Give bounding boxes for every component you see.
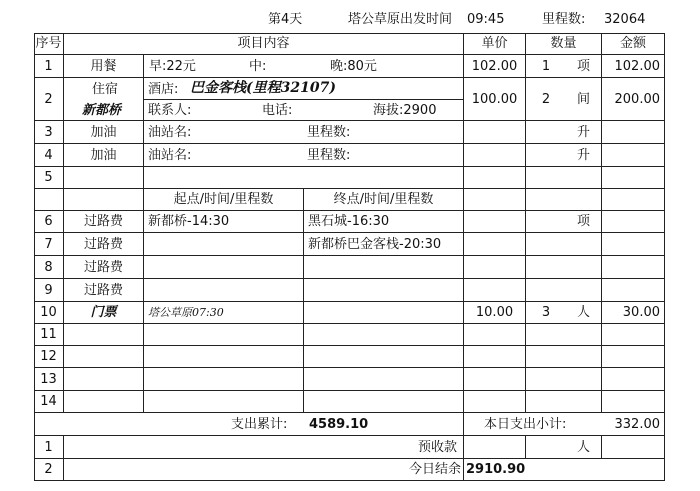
balance-label: 今日结余 (64, 459, 464, 481)
unit-cell (566, 368, 602, 391)
row-category (64, 189, 144, 211)
unit-price-cell (464, 233, 526, 256)
row-category: 过路费 (64, 233, 144, 256)
unit-cell: 项 (566, 211, 602, 233)
row-index: 5 (34, 167, 64, 189)
unit-price-cell (464, 189, 526, 211)
col-index: 序号 (34, 33, 64, 55)
quantity-cell (526, 233, 566, 256)
departure-time: 09:45 (467, 12, 505, 27)
prepaid-qty-cell (526, 436, 566, 459)
prepaid-price-cell (464, 436, 526, 459)
amount-cell (602, 144, 665, 167)
breakfast-text: 早:22元 (149, 59, 196, 74)
row-index: 12 (34, 346, 64, 368)
quantity-cell (526, 144, 566, 167)
unit-cell (566, 324, 602, 346)
quantity-cell: 3 (526, 302, 566, 324)
prepaid-amount-cell (602, 436, 665, 459)
phone-label: 电话: (262, 103, 293, 118)
row-index: 4 (34, 144, 64, 167)
unit-cell: 升 (566, 121, 602, 144)
route-end-cell (304, 279, 464, 302)
quantity-cell: 1 (526, 55, 566, 78)
amount-cell (602, 233, 665, 256)
unit-cell (566, 391, 602, 413)
row-index: 10 (34, 302, 64, 324)
row-category (64, 346, 144, 368)
row-index: 2 (34, 78, 64, 121)
route-end-cell: 黑石城-16:30 (304, 211, 464, 233)
fuel-detail-cell (144, 121, 464, 144)
row-category: 门票 (64, 302, 144, 324)
amount-cell (602, 346, 665, 368)
unit-price-cell (464, 391, 526, 413)
unit-cell (566, 279, 602, 302)
row-index: 3 (34, 121, 64, 144)
hotel-label: 酒店: (148, 82, 179, 97)
amount-cell (602, 167, 665, 189)
unit-price-cell (464, 256, 526, 279)
route-start-cell (144, 368, 304, 391)
row-index (34, 189, 64, 211)
unit-cell (566, 256, 602, 279)
quantity-cell (526, 121, 566, 144)
unit-price-cell (464, 144, 526, 167)
col-unit-price: 单价 (464, 33, 526, 55)
col-content: 项目内容 (64, 33, 464, 55)
day-label: 第4天 (268, 12, 303, 27)
amount-cell (602, 256, 665, 279)
amount-cell (602, 121, 665, 144)
balance-value: 2910.90 (464, 459, 665, 481)
row-index: 8 (34, 256, 64, 279)
amount-cell: 200.00 (602, 78, 665, 121)
unit-price-cell (464, 279, 526, 302)
unit-cell (566, 189, 602, 211)
quantity-cell (526, 189, 566, 211)
prepaid-unit-cell: 人 (566, 436, 602, 459)
route-end-cell (304, 324, 464, 346)
amount-cell (602, 368, 665, 391)
unit-cell (566, 167, 602, 189)
row-category: 加油 (64, 144, 144, 167)
route-start-cell: 塔公草原07:30 (144, 302, 304, 324)
lodging-category-text: 住宿 (92, 82, 119, 97)
departure-label: 塔公草原出发时间 (348, 12, 453, 27)
unit-price-cell (464, 121, 526, 144)
mileage-label: 里程数: (542, 12, 586, 27)
route-start-header: 起点/时间/里程数 (144, 189, 304, 211)
quantity-cell (526, 211, 566, 233)
fuel-mileage-label: 里程数: (307, 148, 351, 163)
quantity-cell (526, 391, 566, 413)
route-end-cell (304, 368, 464, 391)
daily-subtotal-label: 本日支出小计: (484, 417, 567, 432)
contact-label: 联系人: (148, 103, 192, 118)
quantity-cell (526, 324, 566, 346)
unit-price-cell: 102.00 (464, 55, 526, 78)
row-index: 13 (34, 368, 64, 391)
unit-cell (566, 346, 602, 368)
row-index: 14 (34, 391, 64, 413)
unit-price-cell: 100.00 (464, 78, 526, 121)
row-category: 过路费 (64, 256, 144, 279)
route-end-header: 终点/时间/里程数 (304, 189, 464, 211)
row-index: 1 (34, 55, 64, 78)
route-end-cell (304, 391, 464, 413)
row-index: 11 (34, 324, 64, 346)
row-category: 用餐 (64, 55, 144, 78)
unit-cell: 项 (566, 55, 602, 78)
lodging-place-text: 新都桥 (82, 103, 122, 118)
unit-cell (566, 233, 602, 256)
footer-index: 1 (34, 436, 64, 459)
row-index: 9 (34, 279, 64, 302)
quantity-cell (526, 256, 566, 279)
quantity-cell (526, 279, 566, 302)
row-category (64, 324, 144, 346)
quantity-cell (526, 368, 566, 391)
route-start-cell: 新都桥-14:30 (144, 211, 304, 233)
route-end-cell (304, 256, 464, 279)
quantity-cell (526, 167, 566, 189)
route-start-cell (144, 256, 304, 279)
unit-cell: 升 (566, 144, 602, 167)
altitude-text: 海拔:2900 (373, 103, 437, 118)
row-index: 6 (34, 211, 64, 233)
amount-cell (602, 211, 665, 233)
fuel-station-label: 油站名: (148, 148, 192, 163)
row-index: 7 (34, 233, 64, 256)
unit-price-cell (464, 167, 526, 189)
row-category (64, 391, 144, 413)
unit-price-cell (464, 211, 526, 233)
route-start-cell (144, 391, 304, 413)
fuel-detail-cell (144, 144, 464, 167)
row-category: 过路费 (64, 211, 144, 233)
hotel-name: 巴金客栈(里程32107) (190, 80, 336, 96)
dinner-text: 晚:80元 (330, 59, 377, 74)
route-start-cell (144, 324, 304, 346)
col-quantity: 数量 (526, 33, 602, 55)
amount-cell: 30.00 (602, 302, 665, 324)
quantity-cell (526, 346, 566, 368)
amount-cell: 102.00 (602, 55, 665, 78)
row-category: 加油 (64, 121, 144, 144)
unit-price-cell (464, 324, 526, 346)
amount-cell (602, 391, 665, 413)
detail-cell (144, 167, 464, 189)
route-end-cell (304, 302, 464, 324)
fuel-mileage-label: 里程数: (307, 125, 351, 140)
lunch-text: 中: (249, 59, 267, 74)
row-category: 过路费 (64, 279, 144, 302)
unit-price-cell (464, 368, 526, 391)
row-category (64, 167, 144, 189)
amount-cell (602, 324, 665, 346)
cumulative-value: 4589.10 (309, 417, 369, 432)
quantity-cell: 2 (526, 78, 566, 121)
unit-cell: 人 (566, 302, 602, 324)
cumulative-label: 支出累计: (231, 417, 288, 432)
daily-subtotal-value: 332.00 (602, 413, 665, 436)
route-start-cell (144, 346, 304, 368)
footer-index: 2 (34, 459, 64, 481)
unit-cell: 间 (566, 78, 602, 121)
col-amount: 金额 (602, 33, 665, 55)
unit-price-cell (464, 346, 526, 368)
prepaid-label: 预收款 (64, 436, 464, 459)
route-start-cell (144, 279, 304, 302)
amount-cell (602, 279, 665, 302)
fuel-station-label: 油站名: (148, 125, 192, 140)
route-end-cell (304, 346, 464, 368)
amount-cell (602, 189, 665, 211)
route-start-cell (144, 233, 304, 256)
unit-price-cell: 10.00 (464, 302, 526, 324)
mileage-value: 32064 (604, 12, 646, 27)
route-end-cell: 新都桥巴金客栈-20:30 (304, 233, 464, 256)
row-category (64, 368, 144, 391)
